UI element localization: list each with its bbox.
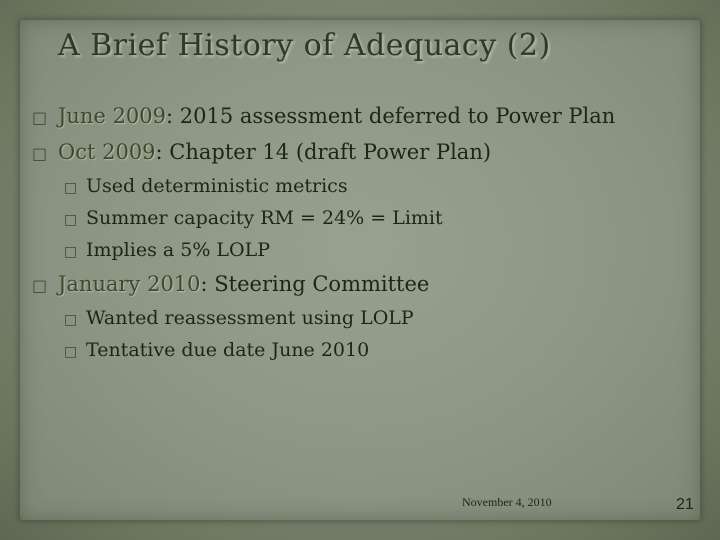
sub-bullet-text: Implies a 5% LOLP [86,239,271,261]
square-bullet-icon: □ [64,212,78,228]
slide-body [32,98,692,366]
bullet-text: : 2015 assessment deferred to Power Plan [166,104,616,128]
sub-bullet-item [32,234,692,266]
sub-bullet-text: Used deterministic metrics [86,175,348,197]
bullet-item [32,266,692,302]
square-bullet-icon: □ [64,180,78,196]
square-bullet-icon: □ [32,108,48,127]
sub-bullet-text: Summer capacity RM = 24% = Limit [86,207,443,229]
sub-bullet-text: Tentative due date June 2010 [86,339,370,361]
bullet-date: June 2009 [58,104,167,128]
bullet-item [32,134,692,170]
footer-date: November 4, 2010 [462,495,552,509]
sub-bullet-item [32,334,692,366]
sub-bullet-item [32,170,692,202]
sub-bullet-text: Wanted reassessment using LOLP [86,307,414,329]
bullet-date: Oct 2009 [58,140,156,164]
page-number: 21 [676,496,694,513]
square-bullet-icon: □ [64,244,78,260]
square-bullet-icon: □ [32,276,48,295]
square-bullet-icon: □ [32,144,48,163]
bullet-text: : Steering Committee [200,272,430,296]
slide-title: A Brief History of Adequacy (2) [58,28,551,63]
bullet-date: January 2010 [58,272,201,296]
square-bullet-icon: □ [64,344,78,360]
sub-bullet-item [32,202,692,234]
bullet-item [32,98,692,134]
bullet-text: : Chapter 14 (draft Power Plan) [155,140,492,164]
sub-bullet-item [32,302,692,334]
square-bullet-icon: □ [64,312,78,328]
